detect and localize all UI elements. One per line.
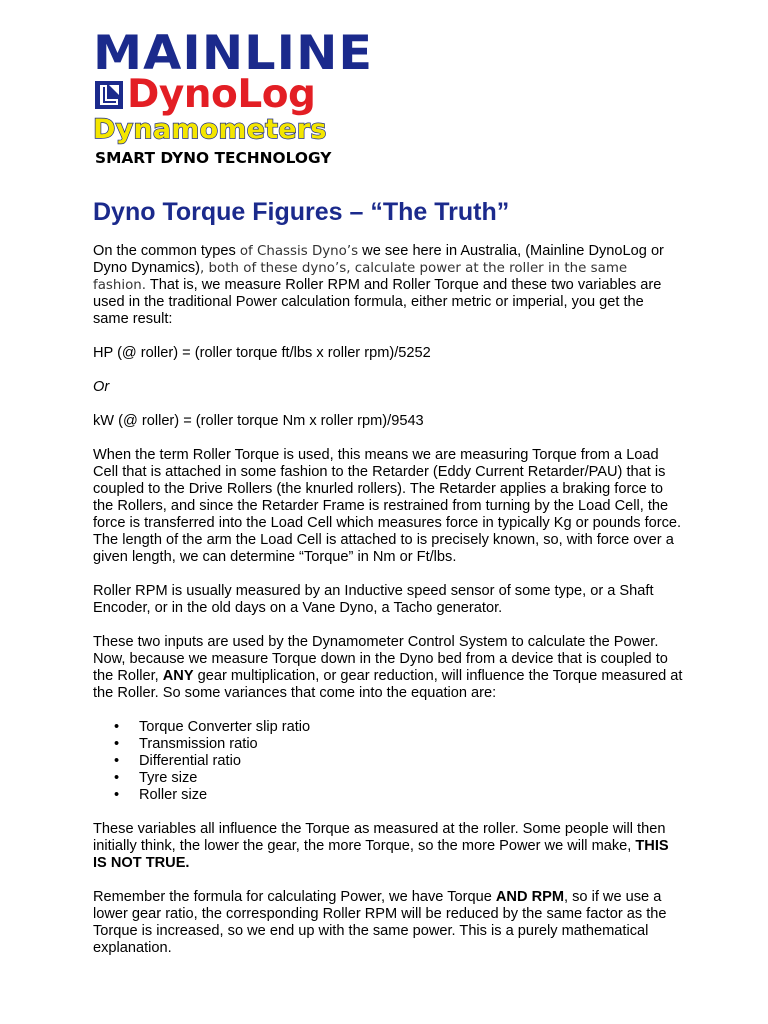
remember-text-bold: AND RPM: [495, 889, 564, 905]
list-item: • Roller size: [93, 787, 683, 804]
remember-text-a: Remember the formula for calculating Power, we have Torque: [93, 889, 496, 905]
roller-torque-paragraph: When the term Roller Torque is used, this means we are measuring Torque from a Load Cell that is attached in some fashion to the Retarder (Eddy Current Retarder/PAU) that is coupled to the Drive Rollers (the knurled rollers). The Retarder applies a braking force to the Rollers, and since the Retarder Frame is restrained from turning by the Load Cell, the force is transferred into the Load Cell which measures force in typically Kg or pounds force. The length of the arm the Load Cell is attached to is precisely known, so, with force over a given length, we can determine “Torque” in Nm or Ft/lbs.: [93, 447, 682, 565]
intro-text-b: of Chassis Dyno’s: [239, 244, 359, 259]
formula-kw: kW (@ roller) = (roller torque Nm x roller rpm)/9543: [93, 413, 424, 429]
formula-hp: HP (@ roller) = (roller torque ft/lbs x roller rpm)/5252: [93, 345, 431, 361]
remember-paragraph: [93, 889, 683, 957]
influence-text-a: These variables all influence the Torque as measured at the roller. Some people will then initially think, the lower the gear, the more Torque, so the more Power we will make,: [93, 821, 666, 854]
logo-dynamometers-text: Dynamometers: [93, 114, 327, 145]
intro-text-e: That is, we measure Roller RPM and Roller Torque and these two variables are used in the traditional Power calculation formula, either metric or imperial, you get the same result:: [93, 277, 662, 327]
inputs-text-any: ANY: [162, 668, 194, 684]
list-item: • Torque Converter slip ratio: [93, 719, 683, 736]
intro-text-d: , both of these dyno’s, calculate power at the roller in the same fashion.: [93, 261, 628, 293]
document-title: Dyno Torque Figures – “The Truth”: [93, 198, 510, 226]
list-item: • Differential ratio: [93, 753, 683, 770]
inputs-text-a: These two inputs are used by the Dynamometer Control System to calculate the Power. Now, because we measure Torque down in the Dyno bed from a device that is coupled to the Roller,: [93, 634, 668, 684]
or-text: [93, 379, 683, 396]
list-item: • Transmission ratio: [93, 736, 683, 753]
remember-text-c: , so if we use a lower gear ratio, the corresponding Roller RPM will be reduced by the same factor as the Torque is increased, so we end up with the same power. This is a purely mathematical explanation.: [93, 889, 667, 956]
inputs-paragraph: [93, 634, 683, 702]
list-item: • Tyre size: [93, 770, 683, 787]
logo-dynolog-text: DynoLog: [127, 72, 316, 117]
intro-text-a: On the common types: [93, 243, 240, 259]
document-body: [93, 243, 683, 957]
mainline-dynolog-logo: [93, 26, 374, 170]
roller-rpm-paragraph: Roller RPM is usually measured by an Inductive speed sensor of some type, or a Shaft Encoder, or in the old days on a Vane Dyno, a Tacho generator.: [93, 583, 654, 616]
intro-text-c: we see here in Australia, (Mainline DynoLog or Dyno Dynamics): [93, 243, 664, 276]
inputs-text-c: gear multiplication, or gear reduction, will influence the Torque measured at the Roller. So some variances that come into the equation are:: [93, 668, 683, 701]
or-text-italic: Or: [93, 379, 110, 395]
logo-tagline: SMART DYNO TECHNOLOGY: [95, 149, 332, 167]
logo-mainline-text: MAINLINE: [93, 26, 374, 81]
dynolog-mark-icon: [95, 81, 123, 109]
intro-paragraph: [93, 243, 683, 328]
influence-paragraph: [93, 821, 683, 872]
variables-list: [93, 719, 683, 804]
influence-text-bold: THIS IS NOT TRUE.: [93, 838, 669, 871]
